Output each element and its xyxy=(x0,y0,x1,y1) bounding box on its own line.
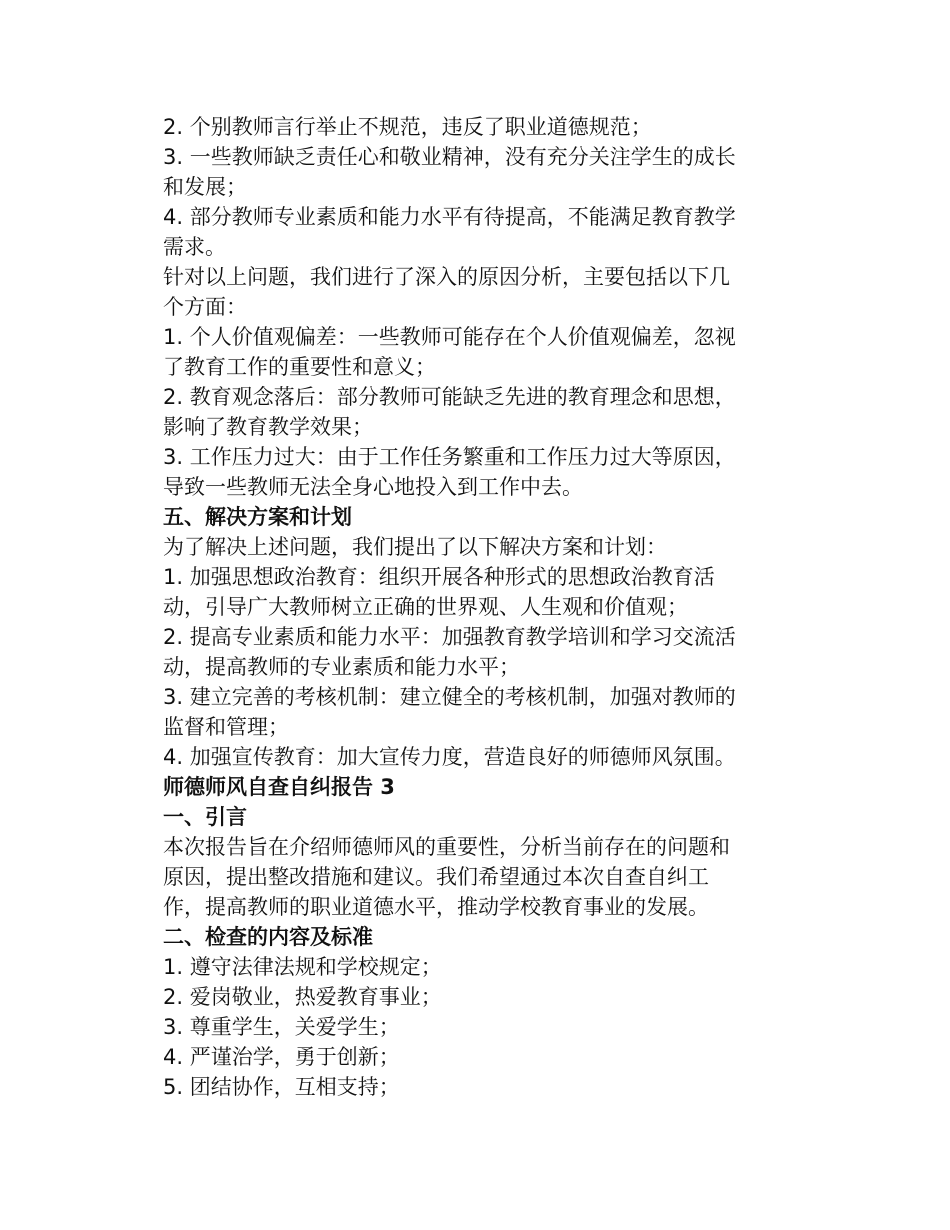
text-line: 和发展； xyxy=(163,175,247,199)
text-line: 3. 建立完善的考核机制：建立健全的考核机制，加强对教师的 xyxy=(163,685,736,709)
text-line: 1. 个人价值观偏差：一些教师可能存在个人价值观偏差，忽视 xyxy=(163,325,736,349)
text-line: 2. 提高专业素质和能力水平：加强教育教学培训和学习交流活 xyxy=(163,625,736,649)
section-heading: 二、检查的内容及标准 xyxy=(163,925,373,949)
text-line: 4. 严谨治学，勇于创新； xyxy=(163,1045,400,1069)
text-line: 2. 爱岗敬业，热爱教育事业； xyxy=(163,985,442,1009)
text-line: 5. 团结协作，互相支持； xyxy=(163,1075,400,1099)
text-line: 动，提高教师的专业素质和能力水平； xyxy=(163,655,520,679)
text-line: 导致一些教师无法全身心地投入到工作中去。 xyxy=(163,475,583,499)
text-line: 1. 加强思想政治教育：组织开展各种形式的思想政治教育活 xyxy=(163,565,715,589)
text-line: 4. 加强宣传教育：加大宣传力度，营造良好的师德师风氛围。 xyxy=(163,745,736,769)
text-line: 针对以上问题，我们进行了深入的原因分析，主要包括以下几 xyxy=(163,265,730,289)
section-heading: 一、引言 xyxy=(163,805,247,829)
text-line: 3. 工作压力过大：由于工作任务繁重和工作压力过大等原因， xyxy=(163,445,736,469)
text-line: 2. 教育观念落后：部分教师可能缺乏先进的教育理念和思想， xyxy=(163,385,736,409)
text-line: 1. 遵守法律法规和学校规定； xyxy=(163,955,442,979)
text-line: 原因，提出整改措施和建议。我们希望通过本次自查自纠工 xyxy=(163,865,709,889)
text-line: 动，引导广大教师树立正确的世界观、人生观和价值观； xyxy=(163,595,688,619)
text-line: 4. 部分教师专业素质和能力水平有待提高，不能满足教育教学 xyxy=(163,205,736,229)
text-line: 3. 一些教师缺乏责任心和敬业精神，没有充分关注学生的成长 xyxy=(163,145,736,169)
text-line: 个方面： xyxy=(163,295,247,319)
text-line: 影响了教育教学效果； xyxy=(163,415,373,439)
document-page xyxy=(163,112,775,1102)
section-heading: 师德师风自查自纠报告 3 xyxy=(163,775,395,799)
section-heading: 五、解决方案和计划 xyxy=(163,505,352,529)
text-line: 作，提高教师的职业道德水平，推动学校教育事业的发展。 xyxy=(163,895,709,919)
text-line: 监督和管理； xyxy=(163,715,289,739)
text-line: 3. 尊重学生，关爱学生； xyxy=(163,1015,400,1039)
text-line: 需求。 xyxy=(163,235,226,259)
text-line: 本次报告旨在介绍师德师风的重要性，分析当前存在的问题和 xyxy=(163,835,730,859)
text-line: 为了解决上述问题，我们提出了以下解决方案和计划： xyxy=(163,535,667,559)
text-line: 了教育工作的重要性和意义； xyxy=(163,355,436,379)
text-line: 2. 个别教师言行举止不规范，违反了职业道德规范； xyxy=(163,115,652,139)
